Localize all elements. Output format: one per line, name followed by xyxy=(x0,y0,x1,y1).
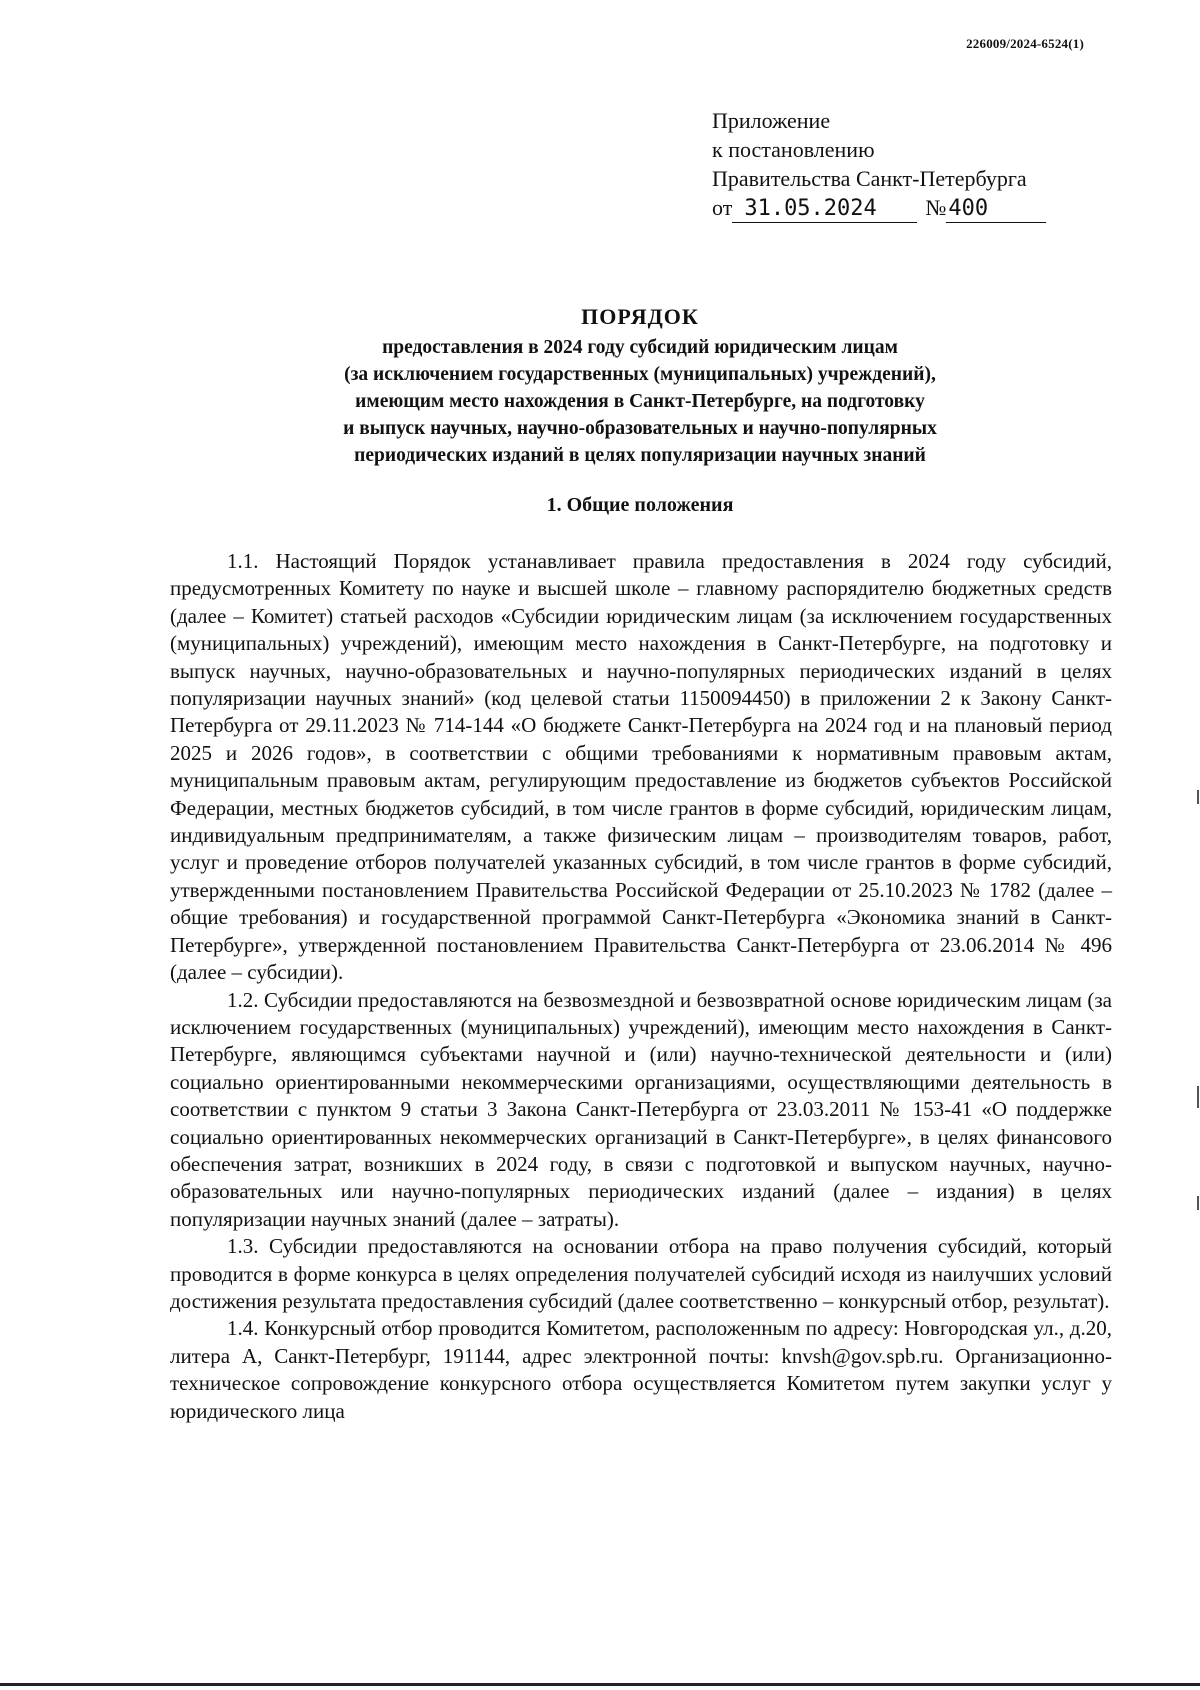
paragraph-1-2: 1.2. Субсидии предоставляются на безвозмездной и безвозвратной основе юридическим лицам (за исключением государственных (муниципальных) учреждений), имеющим место нахождения в Санкт-Петербурге, являющимся субъектами научной и (или) научно-технической деятельности и (или) социально ориентированными некоммерческими организациями, осуществляющими деятельность в соответствии с пунктом 9 статьи 3 Закона Санкт-Петербурга от 23.03.2011 № 153-41 «О поддержке социально ориентированных некоммерческих организаций в Санкт-Петербурге», в целях финансового обеспечения затрат, возникших в 2024 году, в связи с подготовкой и выпуском научных, научно-образовательных или научно-популярных периодических изданий (далее – издания) в целях популяризации научных знаний (далее – затраты). xyxy=(170,987,1112,1231)
appendix-block xyxy=(712,106,1046,223)
title-line: имеющим место нахождения в Санкт-Петербурге, на подготовку xyxy=(355,391,925,412)
title-line: предоставления в 2024 году субсидий юридическим лицам xyxy=(382,337,898,358)
document-id: 226009/2024-6524(1) xyxy=(966,36,1084,51)
title-line: и выпуск научных, научно-образовательных и научно-популярных xyxy=(343,418,937,439)
date-prefix: от xyxy=(712,195,733,220)
section-heading: 1. Общие положения xyxy=(546,494,734,516)
title-line: (за исключением государственных (муниципальных) учреждений), xyxy=(344,364,936,385)
scan-edge-mark xyxy=(1197,1086,1199,1108)
title-subtitle xyxy=(170,334,1110,469)
appendix-date-row xyxy=(712,193,1046,223)
title-line: периодических изданий в целях популяризации научных знаний xyxy=(354,445,926,466)
scan-edge-mark xyxy=(1197,1196,1199,1210)
number-value: 400 xyxy=(946,196,1046,223)
title-main: ПОРЯДОК xyxy=(581,304,699,329)
document-title xyxy=(170,300,1110,469)
appendix-line-2: к постановлению xyxy=(712,137,875,162)
paragraph-1-3: 1.3. Субсидии предоставляются на основании отбора на право получения субсидий, который проводится в форме конкурса в целях определения получателей субсидий исходя из наилучших условий достижения результата предоставления субсидий (далее соответственно – конкурсный отбор, результат). xyxy=(170,1234,1112,1313)
appendix-line-1: Приложение xyxy=(712,108,831,133)
paragraph-1-4: 1.4. Конкурсный отбор проводится Комитетом, расположенным по адресу: Новгородская ул., д.20, литера А, Санкт-Петербург, 191144, адрес электронной почты: knvsh@gov.spb.ru. Организационно-техническое сопровождение конкурсного отбора осуществляется Комитетом путем закупки услуг у юридического лица xyxy=(170,1316,1112,1423)
paragraph-1-1: 1.1. Настоящий Порядок устанавливает правила предоставления в 2024 году субсидий, предусмотренных Комитету по науке и высшей школе – главному распорядителю бюджетных средств (далее – Комитет) статьей расходов «Субсидии юридическим лицам (за исключением государственных (муниципальных) учреждений), имеющим место нахождения в Санкт-Петербурге, на подготовку и выпуск научных, научно-образовательных и научно-популярных периодических изданий в целях популяризации научных знаний» (код целевой статьи 1150094450) в приложении 2 к Закону Санкт-Петербурга от 29.11.2023 № 714-144 «О бюджете Санкт-Петербурга на 2024 год и на плановый период 2025 и 2026 годов», в соответствии с общими требованиями к нормативным правовым актам, муниципальным правовым актам, регулирующим предоставление из бюджетов субъектов Российской Федерации, местных бюджетов субсидий, в том числе грантов в форме субсидий, юридическим лицам, индивидуальным предпринимателям, а также физическим лицам – производителям товаров, работ, услуг и проведение отборов получателей указанных субсидий, в том числе грантов в форме субсидий, утвержденными постановлением Правительства Российской Федерации от 25.10.2023 № 1782 (далее – общие требования) и государственной программой Санкт-Петербурга «Экономика знаний в Санкт-Петербурге», утвержденной постановлением Правительства Санкт-Петербурга от 23.06.2014 № 496 (далее – субсидии). xyxy=(170,549,1112,985)
scan-bottom-edge xyxy=(0,1683,1200,1686)
number-prefix: № xyxy=(925,195,947,220)
section-body xyxy=(170,548,1112,1425)
appendix-line-3: Правительства Санкт-Петербурга xyxy=(712,166,1027,191)
date-value: 31.05.2024 xyxy=(732,196,917,223)
scan-edge-mark xyxy=(1197,790,1199,804)
